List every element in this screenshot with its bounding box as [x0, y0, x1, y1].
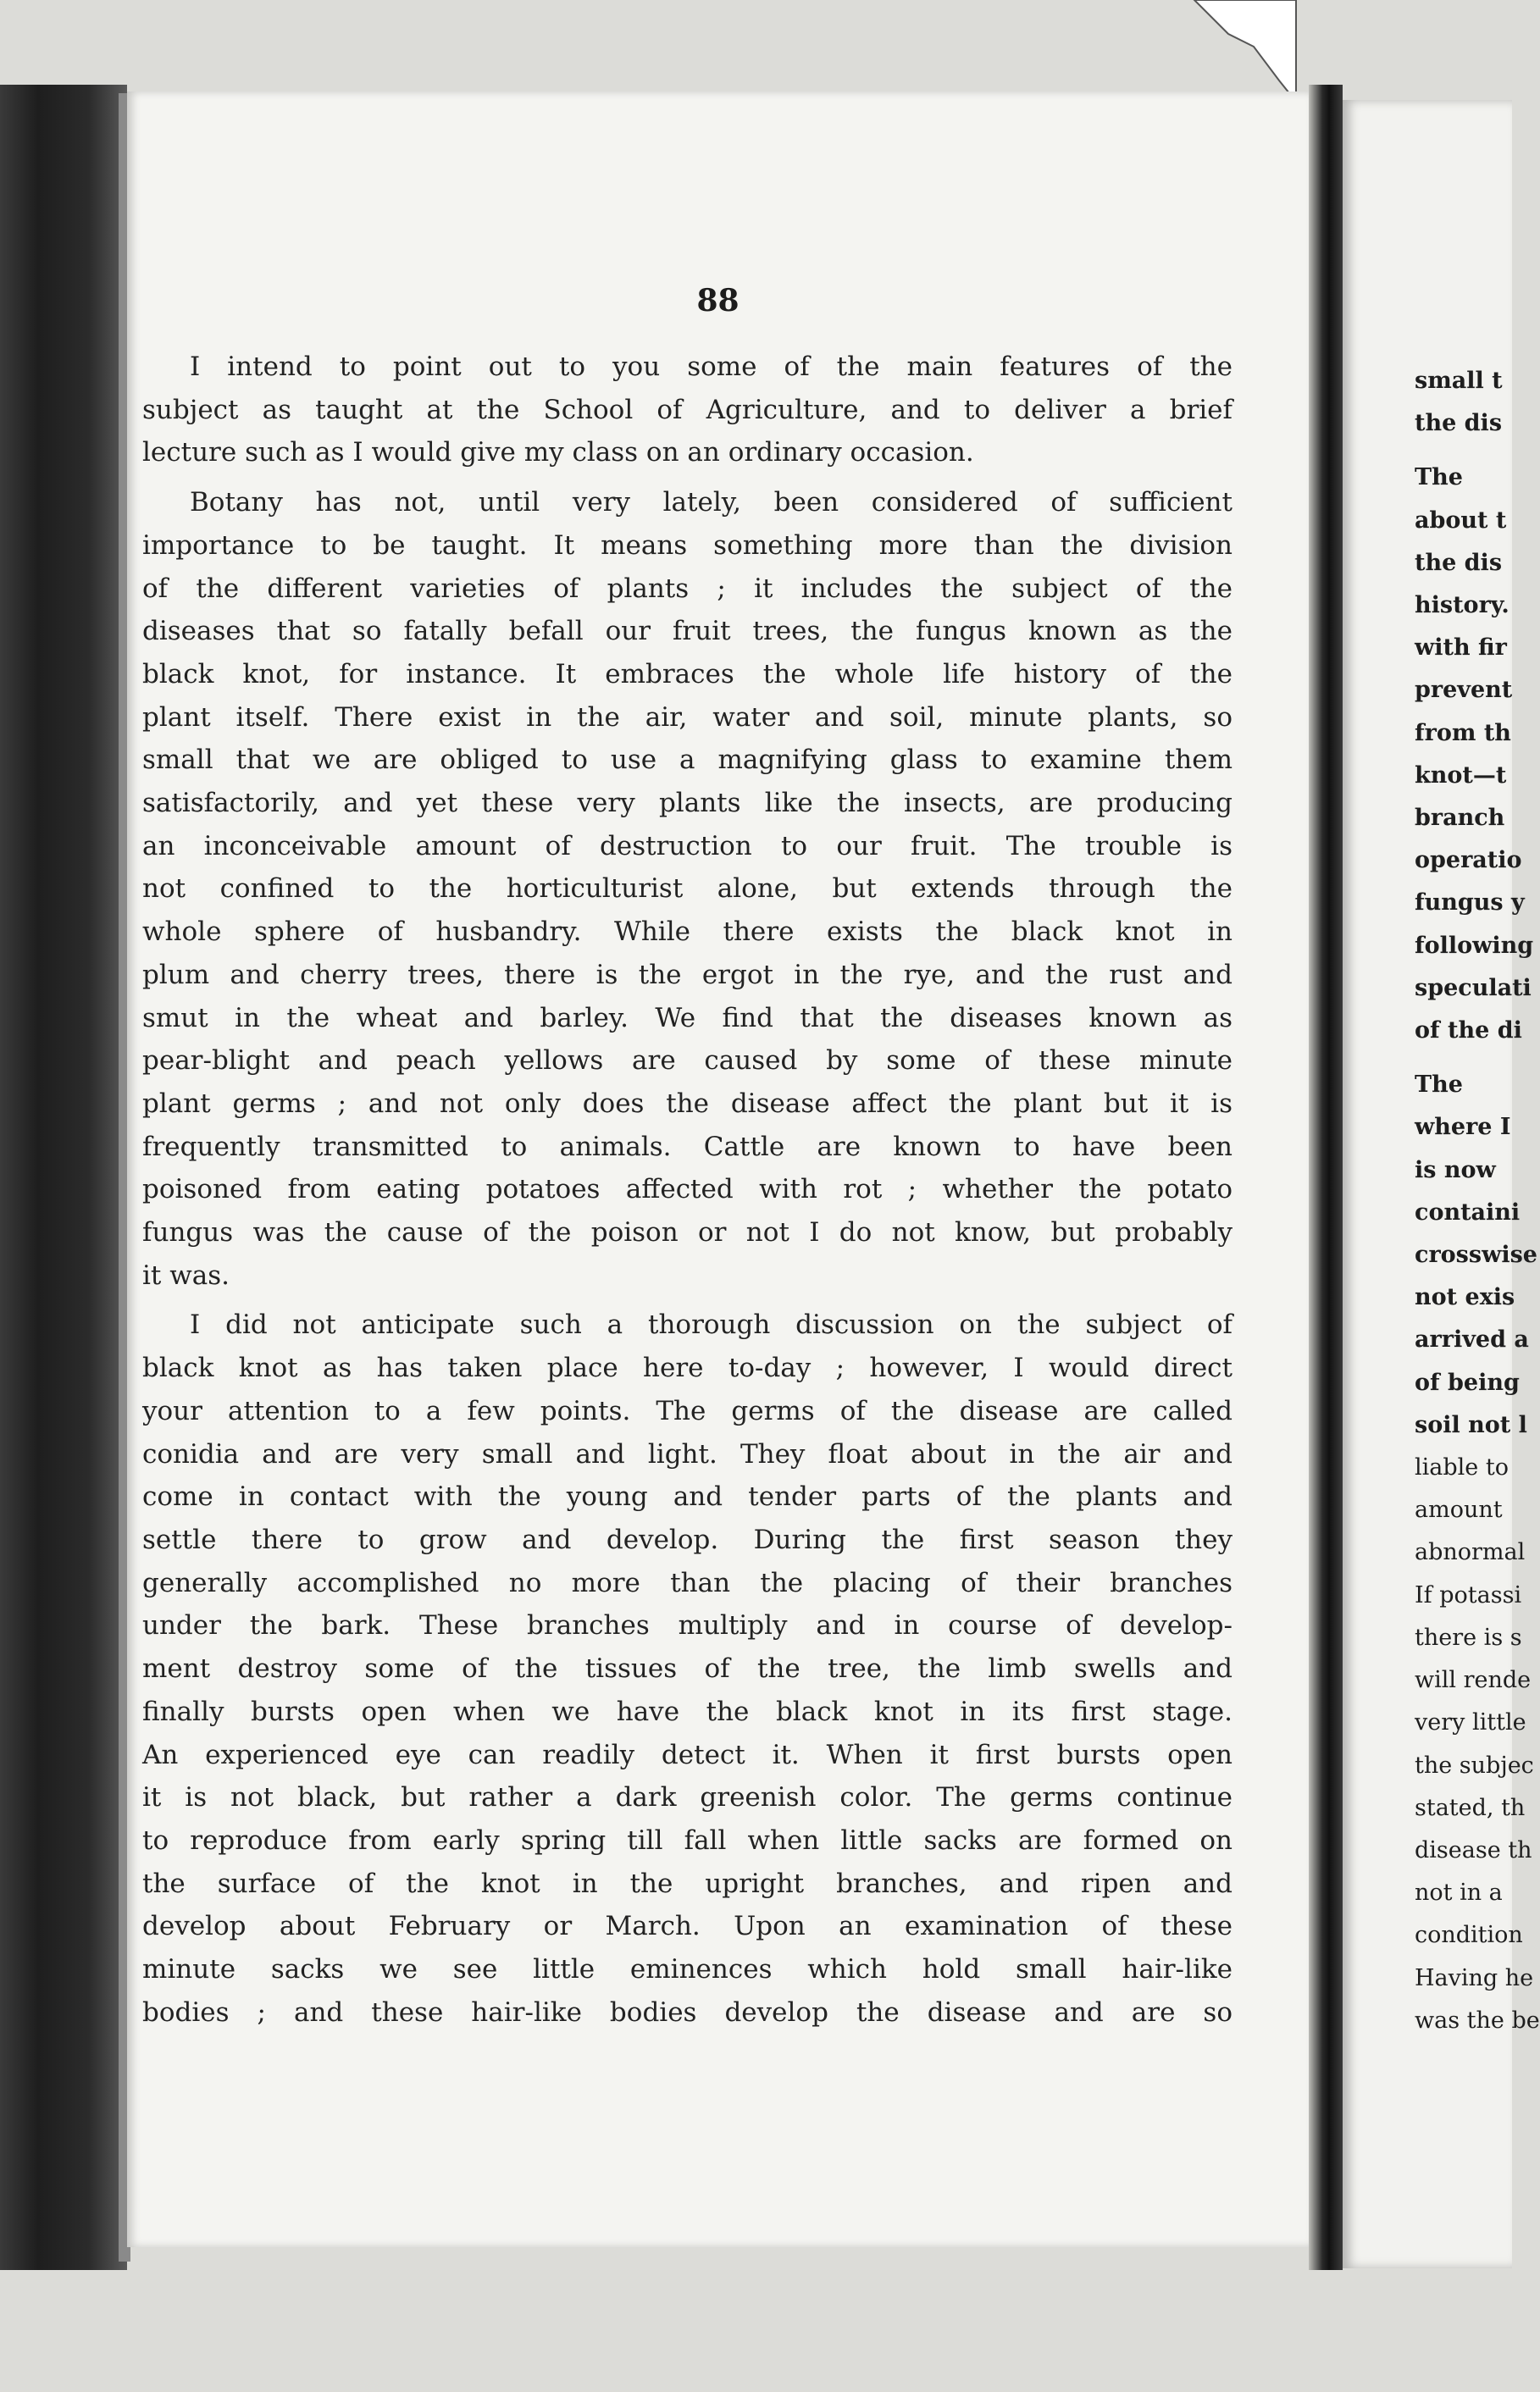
facing-text-fragment: containi — [1415, 1199, 1521, 1226]
text-line: An experienced eye can readily detect it. When it first bursts open — [142, 1739, 1233, 1770]
book-spine — [0, 85, 127, 2270]
facing-text-fragment: The — [1415, 464, 1463, 491]
facing-text-fragment: fungus y — [1415, 889, 1525, 916]
facing-text-fragment: following — [1415, 932, 1534, 959]
facing-text-fragment: was the be — [1415, 2007, 1540, 2034]
text-line: under the bark. These branches multiply and in course of develop- — [142, 1610, 1233, 1642]
facing-text-fragment: of the di — [1415, 1017, 1522, 1044]
text-line: finally bursts open when we have the black knot in its first stage. — [142, 1696, 1233, 1727]
facing-text-fragment: history. — [1415, 592, 1510, 619]
facing-text-fragment: liable to — [1415, 1454, 1509, 1481]
text-line: not confined to the horticulturist alone, but extends through the — [142, 873, 1233, 905]
facing-text-fragment: abnormal — [1415, 1539, 1526, 1566]
text-line: whole sphere of husbandry. While there exists the black knot in — [142, 916, 1233, 948]
text-line: generally accomplished no more than the placing of their branches — [142, 1567, 1233, 1598]
facing-text-fragment: stated, th — [1415, 1794, 1526, 1821]
paragraph — [142, 346, 1233, 474]
text-line: conidia and are very small and light. They float about in the air and — [142, 1438, 1233, 1470]
text-line: settle there to grow and develop. During the first season they — [142, 1524, 1233, 1555]
facing-text-fragment: disease th — [1415, 1836, 1532, 1863]
facing-text-fragment: the dis — [1415, 410, 1503, 437]
text-line: importance to be taught. It means something more than the division — [142, 529, 1233, 561]
text-line: black knot as has taken place here to-day ; however, I would direct — [142, 1353, 1233, 1384]
facing-text-fragment: operatio — [1415, 847, 1522, 874]
text-line: develop about February or March. Upon an examination of these — [142, 1911, 1233, 1942]
text-line: bodies ; and these hair-like bodies develop the disease and are so — [142, 1996, 1233, 2028]
text-line: I intend to point out to you some of the main features of the — [190, 352, 1233, 382]
text-line: minute sacks we see little eminences which hold small hair-like — [142, 1954, 1233, 1985]
text-line: smut in the wheat and barley. We find that the diseases known as — [142, 1002, 1233, 1033]
facing-text-fragment: will rende — [1415, 1667, 1532, 1694]
text-line: plum and cherry trees, there is the ergot in the rye, and the rust and — [142, 959, 1233, 990]
text-line: the surface of the knot in the upright branches, and ripen and — [142, 1868, 1233, 1899]
facing-text-fragment: crosswise — [1415, 1242, 1537, 1269]
facing-text-fragment: knot—t — [1415, 761, 1507, 789]
torn-corner — [1177, 0, 1296, 102]
page-number: 88 — [696, 283, 740, 318]
facing-text-fragment: where I — [1415, 1114, 1511, 1141]
text-line: fungus was the cause of the poison or not I do not know, but probably — [142, 1217, 1233, 1249]
paragraph — [142, 1304, 1233, 2034]
page-body-text — [142, 346, 1233, 2037]
facing-text-fragment: amount — [1415, 1497, 1503, 1524]
facing-text-fragment: The — [1415, 1071, 1463, 1099]
text-line: black knot, for instance. It embraces the whole life history of the — [142, 658, 1233, 689]
text-line: ment destroy some of the tissues of the tree, the limb swells and — [142, 1653, 1233, 1685]
facing-text-fragment: the dis — [1415, 549, 1503, 576]
text-line: I did not anticipate such a thorough discussion on the subject of — [190, 1310, 1233, 1341]
facing-text-fragment: condition — [1415, 1922, 1523, 1949]
text-line: diseases that so fatally befall our fruit trees, the fungus known as the — [142, 616, 1233, 647]
text-line: come in contact with the young and tender parts of the plants and — [142, 1481, 1233, 1513]
text-line: it was. — [142, 1260, 230, 1291]
facing-page-text — [1415, 360, 1540, 2042]
text-line: satisfactorily, and yet these very plants like the insects, are producing — [142, 788, 1233, 819]
facing-text-fragment: of being — [1415, 1369, 1520, 1396]
facing-text-fragment: branch — [1415, 805, 1505, 832]
text-line: plant germs ; and not only does the disease affect the plant but it is — [142, 1088, 1233, 1119]
text-line: of the different varieties of plants ; it includes the subject of the — [142, 573, 1233, 604]
facing-text-fragment: very little — [1415, 1709, 1526, 1736]
text-line: pear-blight and peach yellows are caused by some of these minute — [142, 1045, 1233, 1077]
text-line: to reproduce from early spring till fall when little sacks are formed on — [142, 1824, 1233, 1856]
facing-text-fragment: soil not l — [1415, 1411, 1527, 1438]
facing-text-fragment: not exis — [1415, 1284, 1515, 1311]
text-line: it is not black, but rather a dark greenish color. The germs continue — [142, 1782, 1233, 1813]
paragraph — [142, 481, 1233, 1297]
facing-text-fragment: Having he — [1415, 1964, 1534, 1991]
text-line: small that we are obliged to use a magnifying glass to examine them — [142, 745, 1233, 776]
facing-text-fragment: small t — [1415, 368, 1503, 394]
text-line: plant itself. There exist in the air, water and soil, minute plants, so — [142, 701, 1233, 733]
facing-text-fragment: speculati — [1415, 974, 1532, 1001]
facing-text-fragment: there is s — [1415, 1624, 1522, 1651]
text-line: your attention to a few points. The germs of the disease are called — [142, 1395, 1233, 1426]
text-line: an inconceivable amount of destruction to our fruit. The trouble is — [142, 830, 1233, 861]
facing-text-fragment: with fir — [1415, 634, 1507, 662]
facing-text-fragment: arrived a — [1415, 1326, 1529, 1354]
text-line: lecture such as I would give my class on an ordinary occasion. — [142, 437, 974, 468]
facing-text-fragment: If potassi — [1415, 1581, 1522, 1609]
facing-text-fragment: prevent — [1415, 677, 1513, 704]
text-line: subject as taught at the School of Agriculture, and to deliver a brief — [142, 394, 1233, 425]
text-line: Botany has not, until very lately, been considered of sufficient — [190, 487, 1233, 518]
page-gutter — [1309, 85, 1343, 2270]
facing-text-fragment: about t — [1415, 507, 1507, 534]
paragraph-gap — [1415, 1052, 1499, 1064]
facing-text-fragment: not in a — [1415, 1880, 1503, 1907]
text-line: frequently transmitted to animals. Cattle are known to have been — [142, 1131, 1233, 1162]
facing-text-fragment: the subjec — [1415, 1752, 1534, 1779]
paragraph-gap — [1415, 445, 1499, 457]
text-line: poisoned from eating potatoes affected with rot ; whether the potato — [142, 1174, 1233, 1205]
facing-text-fragment: from th — [1415, 719, 1511, 746]
facing-text-fragment: is now — [1415, 1156, 1496, 1183]
